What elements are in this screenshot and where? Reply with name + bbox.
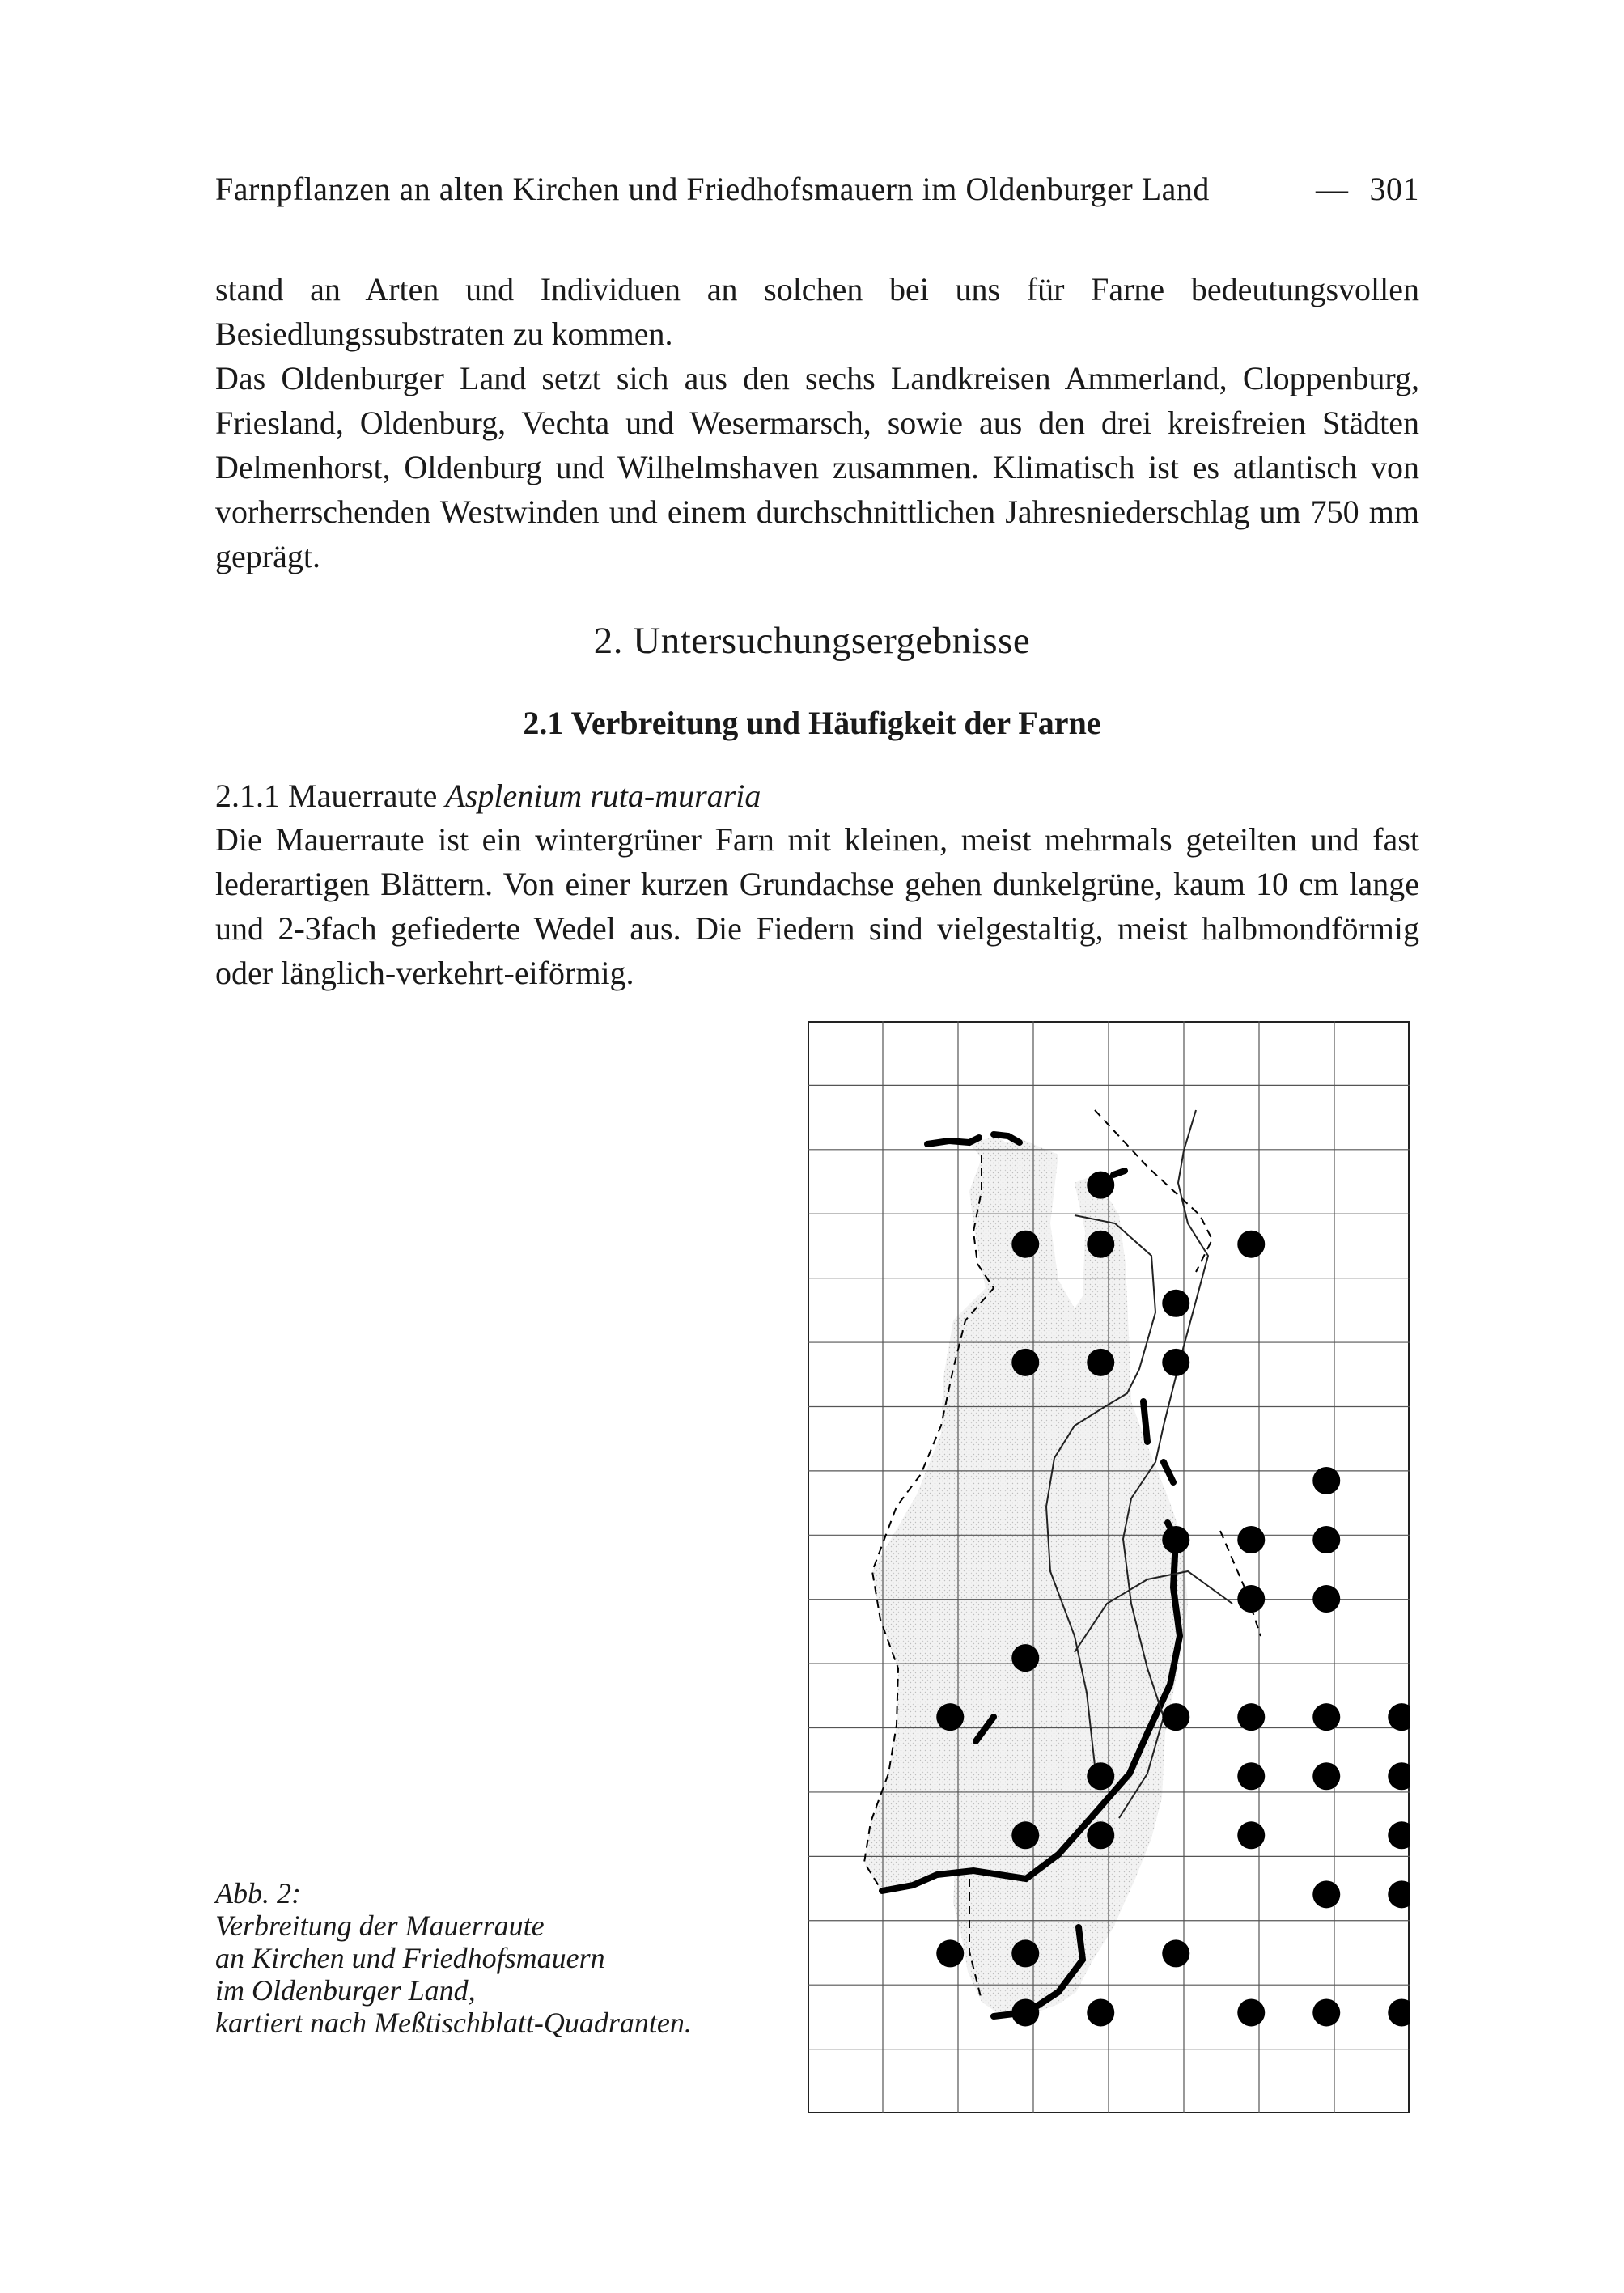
occurrence-dot bbox=[1312, 1703, 1340, 1731]
occurrence-dot bbox=[1087, 1231, 1114, 1258]
occurrence-dot bbox=[1312, 1467, 1340, 1494]
occurrence-dot bbox=[1162, 1526, 1189, 1553]
occurrence-dot bbox=[1011, 1231, 1039, 1258]
occurrence-dot bbox=[1237, 1703, 1265, 1731]
occurrence-dot bbox=[1312, 1762, 1340, 1790]
subsection-heading: 2.1 Verbreitung und Häufigkeit der Farne bbox=[523, 705, 1101, 741]
occurrence-dot bbox=[936, 1703, 964, 1731]
section-heading: 2. Untersuchungsergebnisse bbox=[593, 620, 1031, 662]
caption-line-3: an Kirchen und Friedhofsmauern bbox=[215, 1942, 605, 1974]
occurrence-dot bbox=[1312, 1998, 1340, 2026]
occurrence-dot bbox=[1011, 1644, 1039, 1672]
occurrence-dot bbox=[1087, 1762, 1114, 1790]
body-paragraph-1: stand an Arten und Individuen an solchen bei uns für Farne bedeutungsvollen Besiedlungssubstraten zu kommen. bbox=[215, 271, 1419, 352]
caption-line-1: Abb. 2: bbox=[215, 1877, 301, 1909]
subsubsection-heading bbox=[215, 777, 761, 815]
occurrence-dot bbox=[1237, 1585, 1265, 1613]
occurrence-dot bbox=[1087, 1998, 1114, 2026]
occurrence-dot bbox=[936, 1939, 964, 1967]
distribution-map-figure bbox=[808, 1021, 1410, 2113]
body-paragraph-3: Die Mauerraute ist ein wintergrüner Farn mit kleinen, meist mehrmals geteilten und fast lederartigen Blättern. Von einer kurzen Grundachse gehen dunkelgrüne, kaum 10 cm lange und 2-3fach gefiederte Wedel aus. Die Fiedern sind vielgestaltig, meist halbmondförmig oder länglich-verkehrt-eiförmig. bbox=[215, 821, 1419, 991]
caption-line-5: kartiert nach Meßtischblatt-Quadranten. bbox=[215, 2007, 692, 2039]
occurrence-dot bbox=[1237, 1526, 1265, 1553]
occurrence-dot bbox=[1087, 1349, 1114, 1376]
occurrence-dot bbox=[1162, 1290, 1189, 1317]
species-latin-name: Asplenium ruta-muraria bbox=[445, 778, 761, 814]
occurrence-dot bbox=[1011, 1821, 1039, 1849]
occurrence-dot bbox=[1237, 1762, 1265, 1790]
figure-caption bbox=[215, 1877, 692, 2039]
occurrence-dot bbox=[1312, 1585, 1340, 1613]
occurrence-dot bbox=[1087, 1172, 1114, 1199]
occurrence-dot bbox=[1237, 1998, 1265, 2026]
running-header bbox=[215, 170, 1419, 218]
running-title: Farnpflanzen an alten Kirchen und Friedhofsmauern im Oldenburger Land bbox=[215, 171, 1210, 207]
caption-line-4: im Oldenburger Land, bbox=[215, 1974, 476, 2007]
occurrence-dot bbox=[1011, 1349, 1039, 1376]
body-paragraph-2: Das Oldenburger Land setzt sich aus den sechs Landkreisen Ammerland, Cloppenburg, Friesland, Oldenburg, Vechta und Wesermarsch, sowie aus den drei kreisfreien Städten Delmenhorst, Oldenburg und Wilhelmshaven zusammen. Klimatisch ist es atlantisch von vorherrschenden Westwinden und einem durchschnittlichen Jahresniederschlag um 750 mm geprägt. bbox=[215, 360, 1419, 574]
caption-line-2: Verbreitung der Mauerraute bbox=[215, 1909, 545, 1942]
occurrence-dot bbox=[1312, 1880, 1340, 1908]
occurrence-dot bbox=[1011, 1998, 1039, 2026]
occurrence-dot bbox=[1087, 1821, 1114, 1849]
occurrence-dot bbox=[1237, 1231, 1265, 1258]
page-number: 301 bbox=[1369, 171, 1419, 207]
occurrence-dot bbox=[1312, 1526, 1340, 1553]
occurrence-dot bbox=[1162, 1349, 1189, 1376]
species-common-name: 2.1.1 Mauerraute bbox=[215, 778, 438, 814]
occurrence-dot bbox=[1162, 1939, 1189, 1967]
occurrence-dot bbox=[1011, 1939, 1039, 1967]
header-dash: — bbox=[1316, 171, 1349, 207]
occurrence-dot bbox=[1162, 1703, 1189, 1731]
occurrence-dot bbox=[1237, 1821, 1265, 1849]
distribution-map bbox=[808, 1021, 1410, 2113]
